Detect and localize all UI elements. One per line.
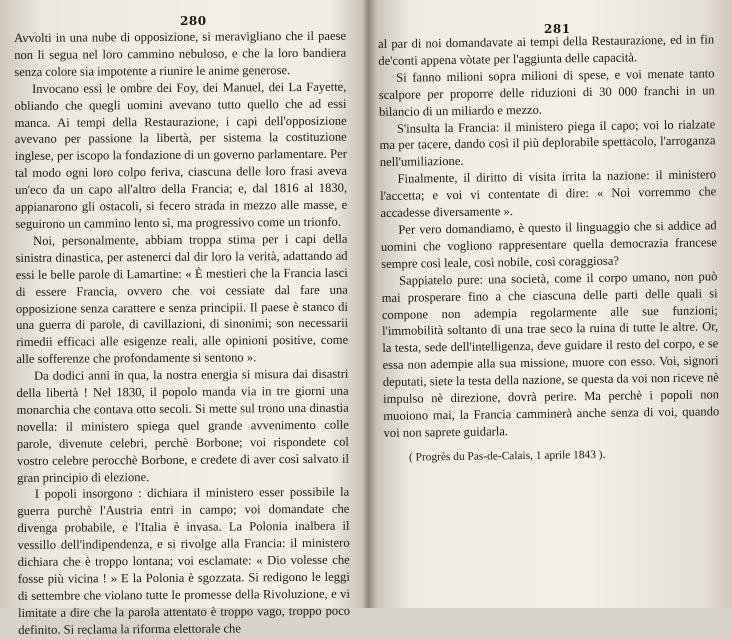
paragraph: S'insulta la Francia: il ministero piega il capo; voi lo rialzate ma per tacere, dando così il più deplorabile spettacolo, l'arroganza nell'umiliazione. — [379, 116, 716, 170]
page-number-left: 280 — [180, 14, 207, 28]
paragraph: Noi, personalmente, abbiam troppa stima per i capi della sinistra dinastica, per astenerci dal dir loro la verità, adattando ad essi le belle parole di Lamartine: « È mestieri che la Francia lasci di essere Francia, ovvero che voi cessiate dal fare una opposizione senza carattere e senza principii. Il paese è stanco di una guerra di parole, di cavillazioni, di sinonimi; son necessarii rimedii efficaci alle esigenze reali, alle opinioni positive, come alle sofferenze che profondamente si sentono ». — [15, 231, 349, 367]
page-number-right: 281 — [544, 22, 571, 36]
right-page — [366, 0, 732, 608]
left-page — [0, 0, 364, 637]
paragraph: I popoli insorgono : dichiara il ministero esser possibile la guerra purchè l'Austria entri in campo; voi domandate che divenga probabile, e l'Italia è invasa. La Polonia inalbera il vessillo dell'indipendenza, e si rivolge alla Francia: il ministero dichiara che è troppo lontana; voi esclamate: « Dio volesse che fosse più vicina ! » E la Polonia è sgozzata. Si redigono le leggi di settembre che violano tutte le promesse della Rivoluzione, e vi limitate a dire che la parola attentato è troppo vago, troppo poco definito. Si reclama la riforma elettorale che — [17, 485, 351, 637]
paragraph: Finalmente, il diritto di visita irrita la nazione: il ministero l'accetta; e voi vi contentate di dire: « Noi vorremmo che accadesse diversamente ». — [380, 167, 717, 221]
source-citation: ( Progrès du Pas-de-Calais, 1 aprile 1843 ). — [408, 448, 606, 464]
paragraph: Per vero domandiamo, è questo il linguaggio che si addice ad uomini che vogliono rappresentare quella democrazia francese sempre così leale, così nobile, così coraggiosa? — [380, 218, 718, 271]
right-page-text — [378, 31, 720, 466]
paragraph: Invocano essi le ombre dei Foy, dei Manuel, dei La Fayette, obliando che quegli uomini avevano tutto quello che ad essi manca. Ai tempi della Restaurazione, i capi dell'opposizione avevano per passione la libertà, per sistema la costituzione inglese, per iscopo la fondazione di un governo parlamentare. Per tal modo ogni loro colpo feriva, ciascuna delle loro frasi aveva un'eco da un capo all'altro della Francia; e, dal 1816 al 1830, appianarono gli ostacoli, si fecero strada in mezzo alle masse, e seguirono un cammino lento sì, ma progressivo come un trionfo. — [14, 79, 348, 231]
paragraph: Avvolti in una nube di opposizione, si meravigliano che il paese non li segua nel loro cammino nebuloso, e che la loro bandiera senza colore sia impotente a riunire le anime generose. — [14, 28, 347, 79]
paragraph: al par di noi domandavate ai tempi della Restaurazione, ed in fin de'conti appena vòtate per l'aggiunta delle capacità. — [378, 32, 715, 68]
paragraph: Da dodici anni in qua, la nostra energia si misura dai disastri della libertà ! Nel 1830, il popolo manda via in tre giorni una monarchia che contava otto secoli. Si mette sul trono una dinastia novella: il ministero spiega quel grande avvenimento colle parole, divenute celebri, perchè Borbone; voi rispondete col vostro celebre perocchè Borbone, e credete di aver così salvato il gran principio di elezione. — [16, 366, 350, 485]
paragraph: Sappiatelo pure: una società, come il corpo umano, non può mai prosperare fino a che ciascuna delle parti delle quali si compone non adempia regolarmente alle sue funzioni; l'immobilità soltanto di una trae seco la ruina di tutte le altre. Or, la testa, sede dell'intelligenza, deve guidare il resto del corpo, e se essa non adempie alla sua missione, muore con esso. Voi, signori deputati, siete la testa della nazione, se questa da voi non riceve nè impulso nè direzione, dovrà perire. Ma perchè i popoli non muoiono mai, la Francia camminerà anche senza di voi, quando voi non saprete guidarla. — [381, 268, 720, 440]
left-page-text — [14, 28, 350, 639]
paragraph: Si fanno milioni sopra milioni di spese, e voi menate tanto scalpore per proporre delle riduzioni di 30 000 franchi in un bilancio di un miliardo e mezzo. — [378, 66, 715, 119]
